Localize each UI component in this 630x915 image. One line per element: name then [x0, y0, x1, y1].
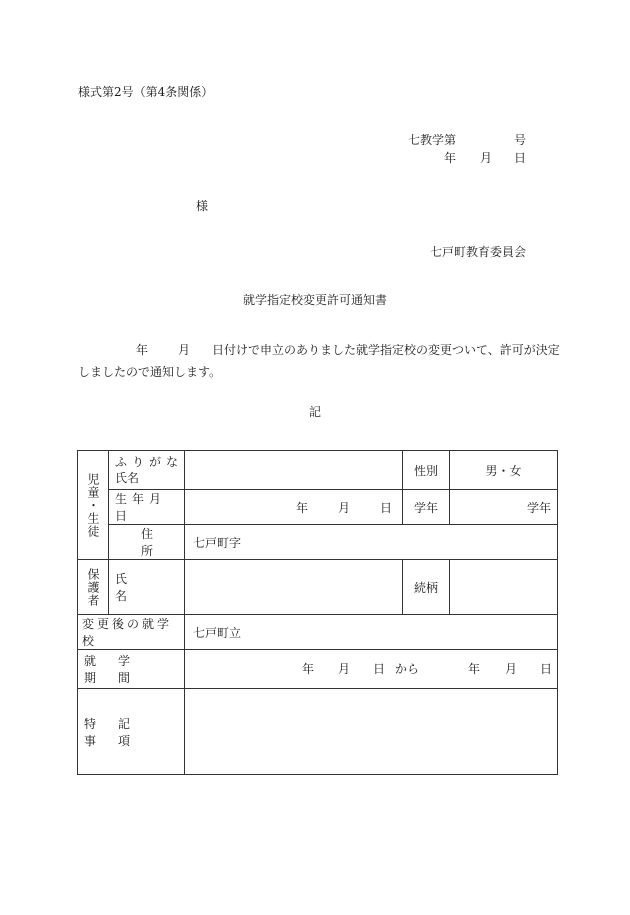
- notice-body: [78, 339, 558, 383]
- guardian-name-label: 氏名: [115, 572, 166, 603]
- body-year: 年: [136, 343, 149, 357]
- period-from: から: [395, 662, 420, 676]
- period-year-end: 年: [468, 662, 481, 676]
- new-school-label: 変更後の就学校: [82, 617, 173, 648]
- birth-month: 月: [337, 500, 350, 515]
- relation-field[interactable]: [450, 560, 558, 615]
- student-info-table: [77, 450, 558, 775]
- birth-day: 日: [379, 500, 392, 515]
- notes-label: 特記事項: [84, 716, 153, 748]
- child-name-field[interactable]: [185, 451, 403, 490]
- furigana-name-label-cell: [109, 451, 185, 490]
- relation-label: 続柄: [403, 560, 450, 615]
- grade-label: 学年: [403, 490, 450, 525]
- grade-field[interactable]: [450, 490, 558, 525]
- form-number: 様式第2号（第4条関係）: [78, 85, 214, 99]
- birth-label-cell: [109, 490, 185, 525]
- body-line-2: しましたので通知します。: [78, 365, 222, 379]
- body-line-1: [78, 339, 558, 361]
- addressee-sama: 様: [196, 199, 209, 213]
- date-year: 年: [444, 151, 457, 165]
- period-month-start: 月: [338, 662, 351, 676]
- guardian-header: 保護者: [86, 567, 100, 607]
- issuer-name: 七戸町教育委員会: [430, 245, 527, 259]
- new-school-label-cell: [78, 615, 185, 650]
- name-label: 氏名: [115, 471, 140, 485]
- new-school-value: 七戸町立: [193, 625, 242, 640]
- notes-field[interactable]: [185, 689, 558, 775]
- gender-value[interactable]: 男・女: [450, 451, 558, 490]
- guardian-name-label-cell: [109, 560, 185, 615]
- body-month: 月: [178, 343, 191, 357]
- grade-value: 学年: [526, 500, 551, 515]
- period-day-start: 日: [373, 662, 386, 676]
- address-field[interactable]: [185, 525, 558, 560]
- notes-label-cell: [78, 689, 185, 775]
- period-year-start: 年: [302, 662, 315, 676]
- ki-heading: 記: [309, 405, 322, 419]
- period-day-end: 日: [540, 662, 553, 676]
- period-label: 就学期間: [84, 654, 153, 685]
- gender-label: 性別: [403, 451, 450, 490]
- address-value: 七戸町字: [193, 535, 242, 550]
- period-label-cell: [78, 650, 185, 689]
- new-school-field[interactable]: [185, 615, 558, 650]
- period-month-end: 月: [505, 662, 518, 676]
- date-month: 月: [480, 151, 493, 165]
- birth-date-field[interactable]: [185, 490, 403, 525]
- furigana-label: ふ り が な: [115, 455, 178, 469]
- period-field[interactable]: [185, 650, 558, 689]
- birth-label: 生年月日: [115, 492, 167, 523]
- document-number-prefix: 七教学第: [408, 133, 457, 147]
- guardian-name-field[interactable]: [185, 560, 403, 615]
- child-header: 児童・生徒: [86, 472, 100, 538]
- address-label: 住所: [141, 527, 198, 558]
- birth-year: 年: [295, 500, 308, 515]
- guardian-header-cell: [78, 560, 109, 615]
- document-title: 就学指定校変更許可通知書: [243, 293, 388, 307]
- date-day: 日: [514, 151, 527, 165]
- address-label-cell: [109, 525, 198, 560]
- child-header-cell: [78, 451, 109, 560]
- body-text-1: 日付けで申立のありました就学指定校の変更ついて、許可が決定: [212, 343, 560, 357]
- document-number-suffix: 号: [514, 133, 527, 147]
